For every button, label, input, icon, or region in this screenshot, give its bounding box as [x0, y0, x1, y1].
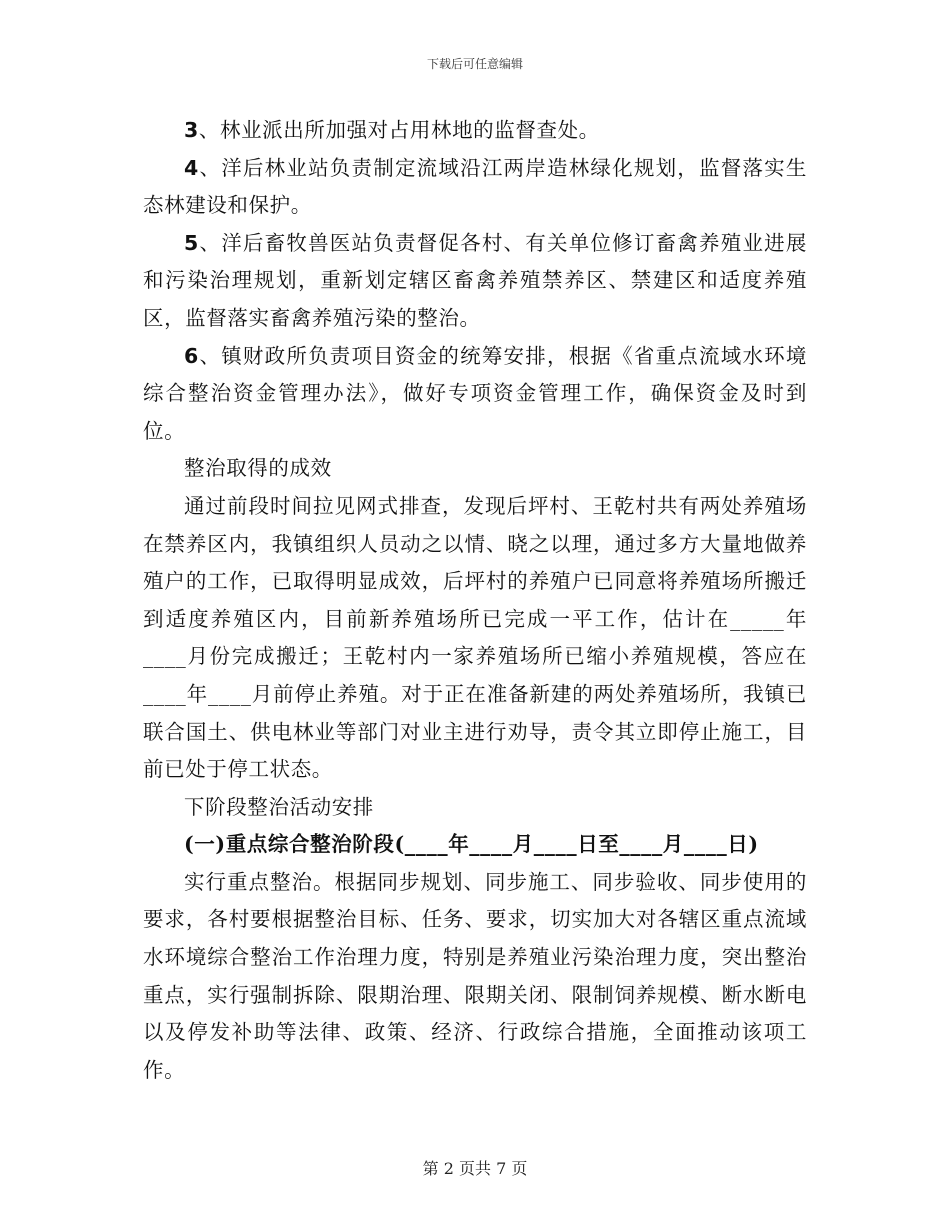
- paragraph-item-6: [143, 338, 807, 451]
- document-body: [143, 112, 807, 1089]
- stage-1-body: 实行重点整治。根据同步规划、同步施工、同步验收、同步使用的要求，各村要根据整治目标、任务、要求，切实加大对各辖区重点流域水环境综合整治工作治理力度，特别是养殖业污染治理力度，突出整治重点，实行强制拆除、限期治理、限期关闭、限制饲养规模、断水断电以及停发补助等法律、政策、经济、行政综合措施，全面推动该项工作。: [143, 869, 807, 1082]
- page-footer: 第 2 页共 7 页: [422, 1159, 528, 1178]
- stage-1-title: (一)重点综合整治阶段(____年____月____日至____月____日): [184, 832, 759, 857]
- paragraph-item-3: [143, 112, 807, 150]
- paragraph-text: 、镇财政所负责项目资金的统筹安排，根据《省重点流域水环境综合整治资金管理办法》，做好专项资金管理工作，确保资金及时到位。: [143, 343, 807, 443]
- section-body-results: 通过前段时间拉见网式排查，发现后坪村、王乾村共有两处养殖场在禁养区内，我镇组织人员动之以情、晓之以理，通过多方大量地做养殖户的工作，已取得明显成效，后坪村的养殖户已同意将养殖场所搬迁到适度养殖区内，目前新养殖场所已完成一平工作，估计在_____年____月份完成搬迁；王乾村内一家养殖场所已缩小养殖规模，答应在____年____月前停止养殖。对于正在准备新建的两处养殖场所，我镇已联合国土、供电林业等部门对业主进行劝导，责令其立即停止施工，目前已处于停工状态。: [143, 493, 807, 782]
- item-number: 4: [184, 155, 199, 180]
- item-number: 5: [184, 230, 199, 255]
- item-number: 6: [184, 343, 199, 368]
- paragraph-text: 、洋后畜牧兽医站负责督促各村、有关单位修订畜禽养殖业进展和污染治理规划，重新划定辖区畜禽养殖禁养区、禁建区和适度养殖区，监督落实畜禽养殖污染的整治。: [143, 230, 807, 330]
- paragraph-item-4: [143, 150, 807, 225]
- page-header: 下载后可任意编辑: [426, 57, 523, 71]
- paragraph-text: 、林业派出所加强对占用林地的监督查处。: [198, 118, 600, 142]
- paragraph-item-5: [143, 225, 807, 338]
- paragraph-text: 、洋后林业站负责制定流域沿江两岸造林绿化规划，监督落实生态林建设和保护。: [143, 155, 807, 218]
- section-heading-next-stage: 下阶段整治活动安排: [184, 794, 374, 819]
- section-heading-results: 整治取得的成效: [184, 456, 332, 481]
- item-number: 3: [184, 118, 199, 142]
